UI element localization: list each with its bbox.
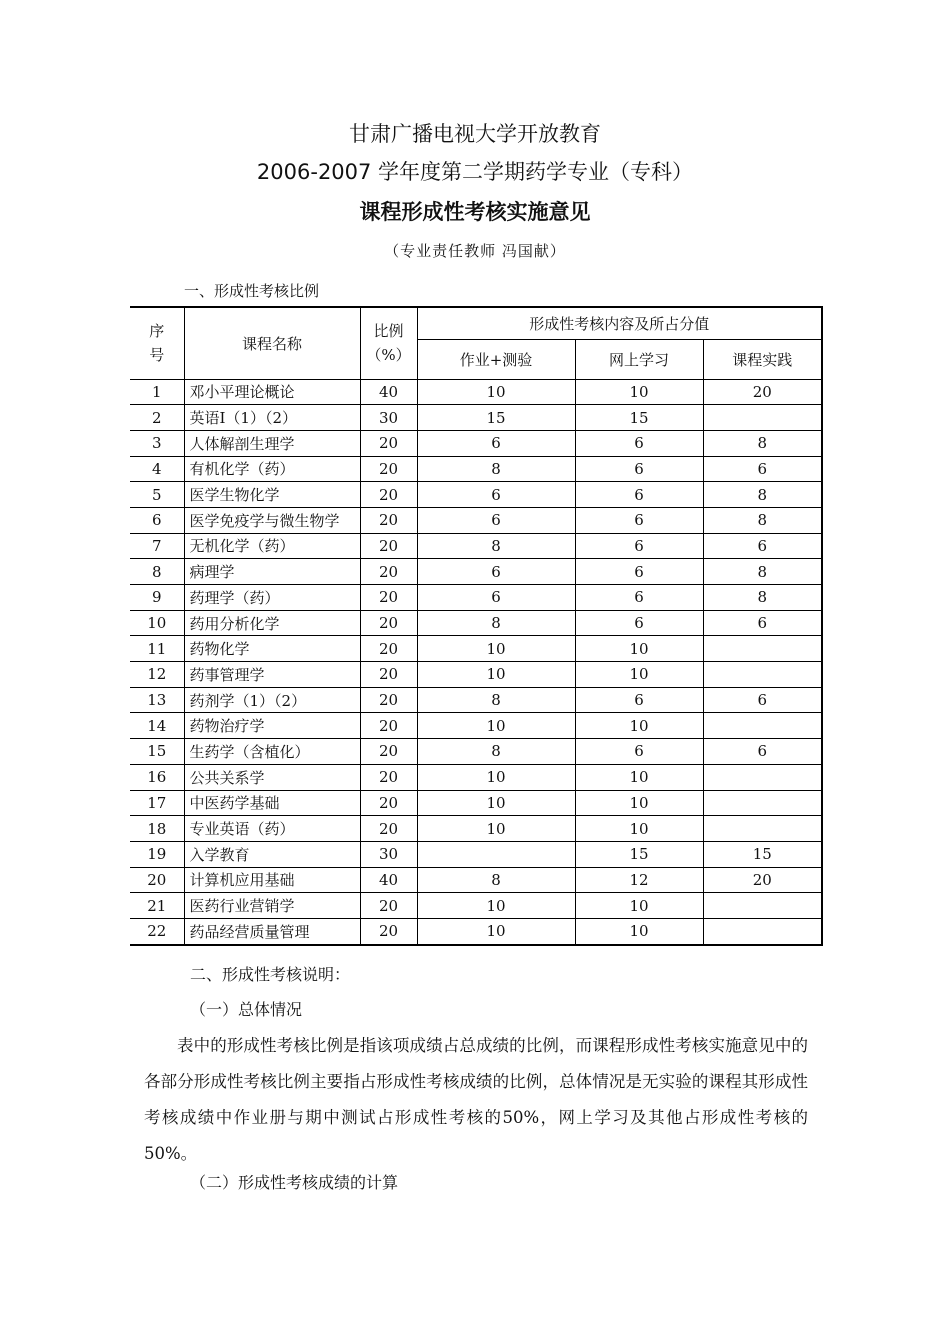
cell-homework: 15 <box>417 405 575 431</box>
table-row <box>130 841 822 867</box>
cell-homework: 8 <box>417 610 575 636</box>
table-row <box>130 559 822 585</box>
cell-online: 10 <box>575 713 703 739</box>
cell-seq: 20 <box>130 867 184 893</box>
title-line-2: 2006-2007 学年度第二学期药学专业（专科） <box>256 160 694 184</box>
cell-online: 10 <box>575 764 703 790</box>
cell-ratio: 20 <box>360 585 417 611</box>
cell-online: 6 <box>575 739 703 765</box>
cell-online: 12 <box>575 867 703 893</box>
cell-practice: 6 <box>703 610 822 636</box>
header-course-name: 课程名称 <box>184 307 360 379</box>
cell-course: 生药学（含植化） <box>184 739 360 765</box>
cell-practice: 8 <box>703 430 822 456</box>
cell-seq: 16 <box>130 764 184 790</box>
cell-practice: 20 <box>703 379 822 405</box>
cell-homework: 6 <box>417 482 575 508</box>
cell-online: 10 <box>575 662 703 688</box>
cell-practice: 15 <box>703 841 822 867</box>
subsection-overall: （一）总体情况 <box>190 1000 303 1019</box>
cell-homework: 8 <box>417 533 575 559</box>
cell-homework: 8 <box>417 867 575 893</box>
header-seq: 序 号 <box>130 307 184 379</box>
table-row <box>130 764 822 790</box>
cell-course: 药品经营质量管理 <box>184 918 360 944</box>
cell-ratio: 20 <box>360 482 417 508</box>
cell-homework: 10 <box>417 636 575 662</box>
cell-course: 药物治疗学 <box>184 713 360 739</box>
cell-seq: 17 <box>130 790 184 816</box>
cell-ratio: 20 <box>360 610 417 636</box>
cell-seq: 22 <box>130 918 184 944</box>
cell-seq: 18 <box>130 816 184 842</box>
cell-course: 计算机应用基础 <box>184 867 360 893</box>
cell-seq: 3 <box>130 430 184 456</box>
cell-seq: 1 <box>130 379 184 405</box>
cell-course: 入学教育 <box>184 841 360 867</box>
overall-paragraph: 表中的形成性考核比例是指该项成绩占总成绩的比例，而课程形成性考核实施意见中的各部分形成性考核比例主要指占形成性考核成绩的比例，总体情况是无实验的课程其形成性考核成绩中作业册与期中测试占形成性考核的50%，网上学习及其他占形成性考核的50%。 <box>144 1036 808 1163</box>
section-heading-2: 二、形成性考核说明： <box>190 965 351 984</box>
cell-practice <box>703 662 822 688</box>
cell-ratio: 20 <box>360 764 417 790</box>
cell-ratio: 30 <box>360 405 417 431</box>
cell-online: 10 <box>575 636 703 662</box>
header-homework: 作业+测验 <box>417 339 575 379</box>
cell-homework: 10 <box>417 816 575 842</box>
cell-seq: 4 <box>130 456 184 482</box>
cell-online: 6 <box>575 507 703 533</box>
cell-seq: 19 <box>130 841 184 867</box>
cell-course: 英语Ⅰ（1）（2） <box>184 405 360 431</box>
table-row <box>130 507 822 533</box>
cell-practice <box>703 405 822 431</box>
cell-ratio: 20 <box>360 713 417 739</box>
cell-online: 6 <box>575 482 703 508</box>
header-ratio: 比例 （%） <box>360 307 417 379</box>
table-row <box>130 867 822 893</box>
cell-homework: 6 <box>417 430 575 456</box>
assessment-table <box>130 306 823 946</box>
cell-ratio: 20 <box>360 790 417 816</box>
cell-online: 6 <box>575 585 703 611</box>
cell-practice: 6 <box>703 739 822 765</box>
cell-online: 6 <box>575 456 703 482</box>
cell-online: 6 <box>575 610 703 636</box>
cell-seq: 14 <box>130 713 184 739</box>
cell-online: 10 <box>575 893 703 919</box>
cell-seq: 21 <box>130 893 184 919</box>
header-assessment-group: 形成性考核内容及所占分值 <box>417 307 822 339</box>
cell-practice <box>703 764 822 790</box>
cell-homework: 6 <box>417 559 575 585</box>
cell-course: 有机化学（药） <box>184 456 360 482</box>
table-row <box>130 636 822 662</box>
table-row <box>130 713 822 739</box>
cell-ratio: 20 <box>360 533 417 559</box>
cell-ratio: 20 <box>360 687 417 713</box>
cell-homework: 10 <box>417 713 575 739</box>
cell-online: 10 <box>575 918 703 944</box>
subsection-calculation: （二）形成性考核成绩的计算 <box>190 1173 399 1192</box>
cell-online: 10 <box>575 816 703 842</box>
author-line: （专业责任教师 冯国献） <box>384 242 566 260</box>
cell-ratio: 20 <box>360 430 417 456</box>
cell-seq: 5 <box>130 482 184 508</box>
cell-ratio: 20 <box>360 739 417 765</box>
cell-homework: 8 <box>417 687 575 713</box>
cell-homework: 10 <box>417 790 575 816</box>
cell-course: 药用分析化学 <box>184 610 360 636</box>
cell-seq: 10 <box>130 610 184 636</box>
cell-seq: 13 <box>130 687 184 713</box>
cell-ratio: 20 <box>360 893 417 919</box>
table-row <box>130 482 822 508</box>
cell-ratio: 20 <box>360 662 417 688</box>
cell-seq: 2 <box>130 405 184 431</box>
cell-ratio: 20 <box>360 559 417 585</box>
cell-homework: 10 <box>417 918 575 944</box>
table-row <box>130 585 822 611</box>
cell-practice <box>703 893 822 919</box>
cell-course: 无机化学（药） <box>184 533 360 559</box>
cell-practice <box>703 816 822 842</box>
cell-homework: 10 <box>417 764 575 790</box>
cell-ratio: 40 <box>360 379 417 405</box>
table-row <box>130 533 822 559</box>
cell-online: 6 <box>575 430 703 456</box>
cell-ratio: 20 <box>360 636 417 662</box>
cell-course: 医药行业营销学 <box>184 893 360 919</box>
cell-practice: 8 <box>703 585 822 611</box>
table-row <box>130 739 822 765</box>
cell-ratio: 20 <box>360 507 417 533</box>
cell-practice <box>703 713 822 739</box>
table-row <box>130 405 822 431</box>
cell-practice: 6 <box>703 533 822 559</box>
header-practice: 课程实践 <box>703 339 822 379</box>
cell-homework: 6 <box>417 585 575 611</box>
cell-practice: 6 <box>703 687 822 713</box>
cell-course: 药事管理学 <box>184 662 360 688</box>
table-row <box>130 893 822 919</box>
cell-seq: 7 <box>130 533 184 559</box>
cell-homework: 8 <box>417 456 575 482</box>
table-row <box>130 790 822 816</box>
cell-course: 医学生物化学 <box>184 482 360 508</box>
table-row <box>130 918 822 944</box>
cell-online: 15 <box>575 405 703 431</box>
table-row <box>130 687 822 713</box>
cell-ratio: 30 <box>360 841 417 867</box>
table-row <box>130 379 822 405</box>
header-online: 网上学习 <box>575 339 703 379</box>
cell-practice: 6 <box>703 456 822 482</box>
cell-seq: 11 <box>130 636 184 662</box>
cell-homework: 10 <box>417 662 575 688</box>
cell-practice <box>703 636 822 662</box>
cell-online: 6 <box>575 687 703 713</box>
cell-course: 邓小平理论概论 <box>184 379 360 405</box>
title-line-1: 甘肃广播电视大学开放教育 <box>349 122 601 146</box>
cell-homework <box>417 841 575 867</box>
cell-ratio: 40 <box>360 867 417 893</box>
cell-practice <box>703 918 822 944</box>
section-heading-1: 一、形成性考核比例 <box>184 282 320 300</box>
cell-practice: 8 <box>703 482 822 508</box>
cell-online: 10 <box>575 790 703 816</box>
cell-online: 10 <box>575 379 703 405</box>
table-row <box>130 430 822 456</box>
cell-ratio: 20 <box>360 816 417 842</box>
cell-course: 专业英语（药） <box>184 816 360 842</box>
cell-online: 6 <box>575 533 703 559</box>
cell-seq: 12 <box>130 662 184 688</box>
cell-ratio: 20 <box>360 456 417 482</box>
cell-homework: 6 <box>417 507 575 533</box>
cell-course: 医学免疫学与微生物学 <box>184 507 360 533</box>
table-row <box>130 456 822 482</box>
cell-course: 药剂学（1）（2） <box>184 687 360 713</box>
cell-online: 6 <box>575 559 703 585</box>
cell-seq: 6 <box>130 507 184 533</box>
title-line-3: 课程形成性考核实施意见 <box>359 200 591 224</box>
cell-course: 药物化学 <box>184 636 360 662</box>
cell-homework: 10 <box>417 379 575 405</box>
cell-homework: 10 <box>417 893 575 919</box>
cell-homework: 8 <box>417 739 575 765</box>
cell-ratio: 20 <box>360 918 417 944</box>
cell-course: 药理学（药） <box>184 585 360 611</box>
cell-seq: 8 <box>130 559 184 585</box>
cell-practice <box>703 790 822 816</box>
cell-practice: 20 <box>703 867 822 893</box>
table-row <box>130 610 822 636</box>
cell-practice: 8 <box>703 559 822 585</box>
cell-seq: 15 <box>130 739 184 765</box>
cell-seq: 9 <box>130 585 184 611</box>
cell-course: 人体解剖生理学 <box>184 430 360 456</box>
cell-course: 病理学 <box>184 559 360 585</box>
table-row <box>130 816 822 842</box>
cell-course: 中医药学基础 <box>184 790 360 816</box>
table-row <box>130 662 822 688</box>
cell-online: 15 <box>575 841 703 867</box>
cell-course: 公共关系学 <box>184 764 360 790</box>
cell-practice: 8 <box>703 507 822 533</box>
